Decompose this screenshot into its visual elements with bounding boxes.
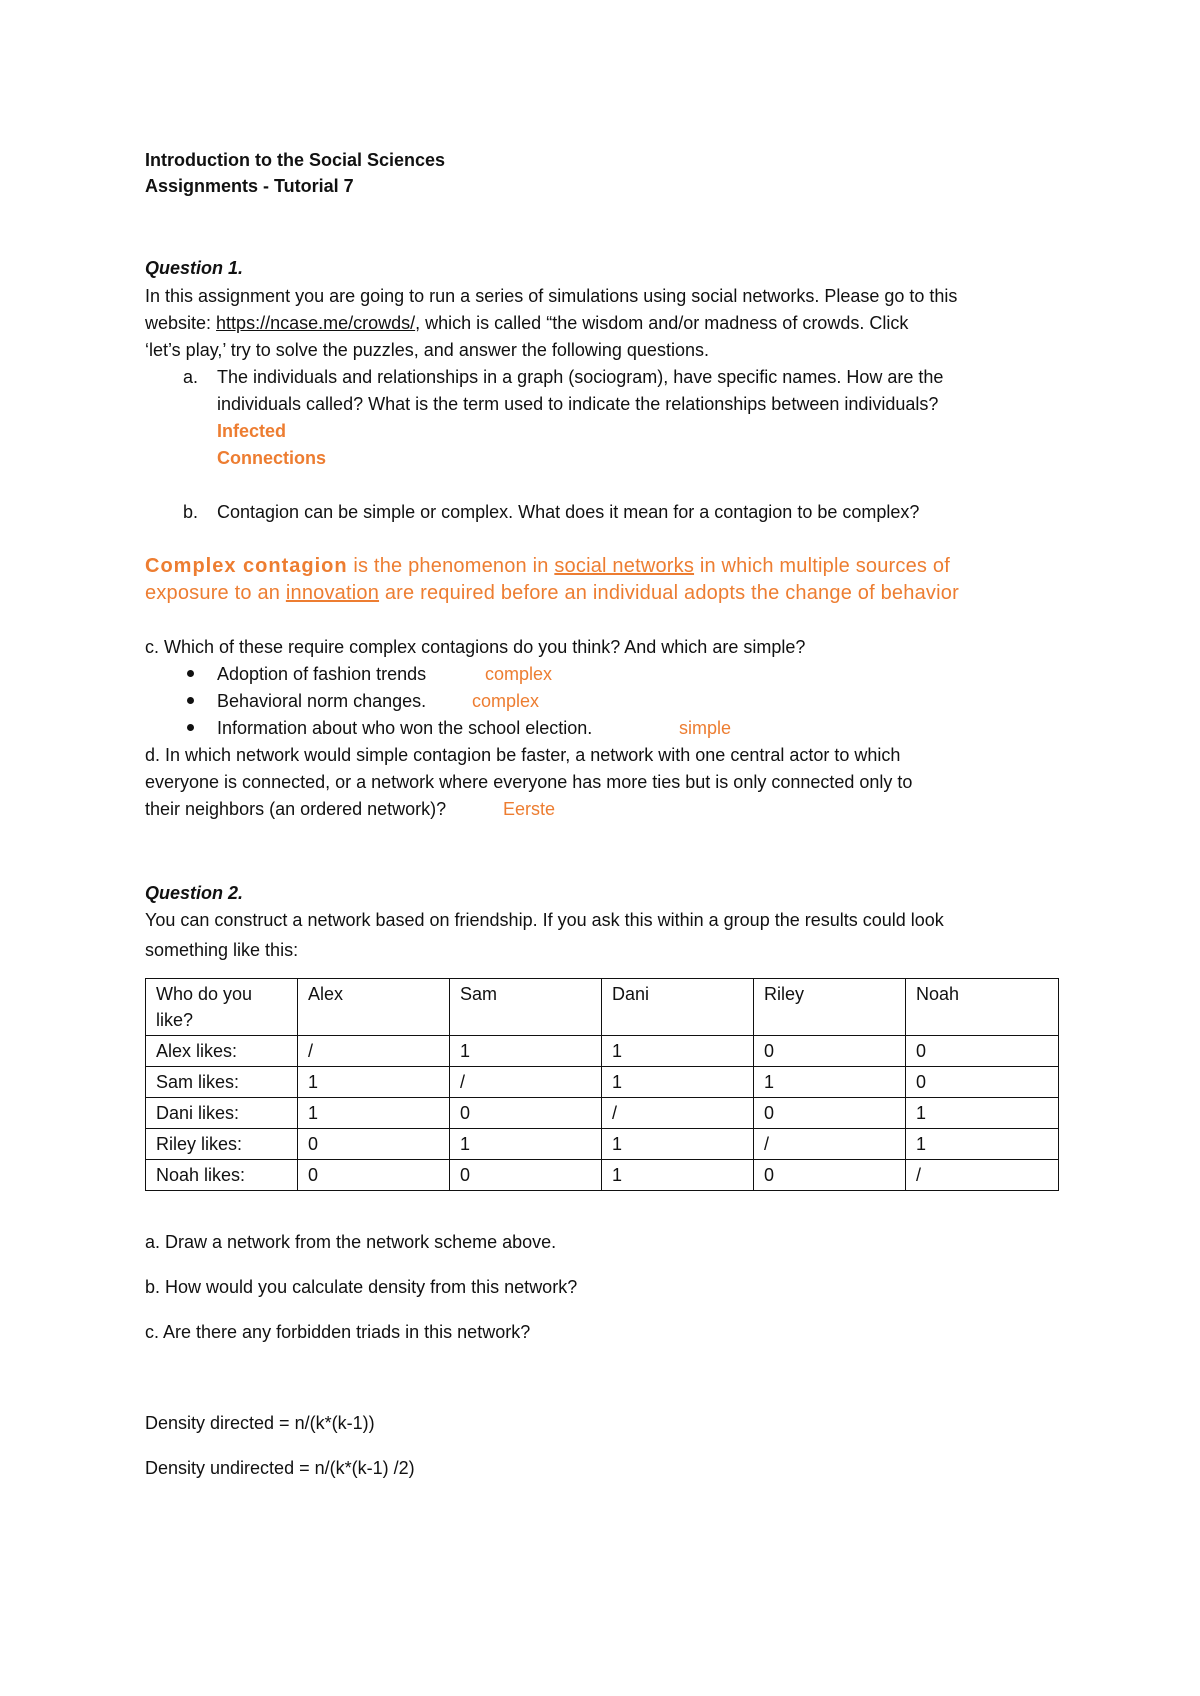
q1b-question: Contagion can be simple or complex. What does it mean for a contagion to be complex? — [217, 502, 920, 522]
q2-intro-line-2: something like this: — [145, 940, 299, 960]
table-cell: 1 — [602, 1160, 754, 1191]
table-cell: Riley likes: — [146, 1129, 298, 1160]
q1-intro-line-1: In this assignment you are going to run a series of simulations using social networks. Please go to this — [145, 286, 958, 306]
table-cell: 0 — [906, 1036, 1059, 1067]
assignment-subtitle: Assignments - Tutorial 7 — [145, 176, 354, 196]
table-cell: 1 — [450, 1129, 602, 1160]
table-cell: 0 — [906, 1067, 1059, 1098]
definition-part-2: in which multiple sources of — [694, 555, 950, 577]
table-cell: Noah likes: — [146, 1160, 298, 1191]
definition-part-3: exposure to an — [145, 582, 286, 604]
q2b-question: b. How would you calculate density from this network? — [145, 1277, 578, 1297]
bullet-dot — [187, 697, 194, 704]
q1-intro-suffix: , which is called “the wisdom and/or madness of crowds. Click — [415, 313, 909, 333]
innovation-link[interactable]: innovation — [285, 582, 380, 604]
table-cell: / — [602, 1098, 754, 1129]
table-cell: 0 — [754, 1160, 906, 1191]
social-networks-link[interactable]: social networks — [554, 555, 695, 577]
q1a-marker: a. — [183, 367, 199, 387]
bullet-item-election: Information about who won the school election. — [217, 718, 593, 738]
complex-contagion-definition-line-1 — [145, 553, 950, 579]
table-cell: 0 — [754, 1036, 906, 1067]
bullet-answer-fashion: complex — [485, 664, 553, 684]
complex-contagion-definition-line-2 — [145, 580, 959, 606]
bullet-dot — [187, 670, 194, 677]
bullet-item-fashion: Adoption of fashion trends — [217, 664, 427, 684]
bullet-dot — [187, 724, 194, 731]
table-cell: 1 — [906, 1129, 1059, 1160]
table-row — [146, 1129, 1059, 1160]
crowds-website-link[interactable]: https://ncase.me/crowds/ — [216, 313, 416, 333]
table-cell: / — [450, 1067, 602, 1098]
bullet-answer-election: simple — [679, 718, 732, 738]
course-title: Introduction to the Social Sciences — [145, 150, 446, 170]
table-cell: 1 — [602, 1067, 754, 1098]
q1a-line-1: The individuals and relationships in a graph (sociogram), have specific names. How are the — [217, 367, 944, 387]
table-cell: 1 — [754, 1067, 906, 1098]
table-cell: / — [298, 1036, 450, 1067]
table-cell: 1 — [298, 1098, 450, 1129]
table-cell: / — [906, 1160, 1059, 1191]
bullet-item-norms: Behavioral norm changes. — [217, 691, 427, 711]
question-1-heading: Question 1. — [145, 258, 244, 278]
q2a-question: a. Draw a network from the network scheme above. — [145, 1232, 557, 1252]
table-header-row — [146, 979, 1059, 1036]
table-cell: 1 — [906, 1098, 1059, 1129]
table-cell: 1 — [450, 1036, 602, 1067]
bullet-answer-norms: complex — [472, 691, 540, 711]
table-header-cell: Who do you like? — [146, 979, 298, 1036]
table-cell: / — [754, 1129, 906, 1160]
q1d-answer: Eerste — [503, 799, 556, 819]
definition-part-4: are required before an individual adopts the change of behavior — [379, 582, 959, 604]
q1a-answer-individuals: Infected — [217, 421, 287, 441]
table-header-cell: Alex — [298, 979, 450, 1036]
density-directed-formula: Density directed = n/(k*(k-1)) — [145, 1413, 375, 1433]
friendship-matrix-table — [145, 978, 1059, 1191]
table-cell: 0 — [450, 1160, 602, 1191]
q1a-answer-relationships: Connections — [217, 448, 327, 468]
table-cell: 1 — [602, 1129, 754, 1160]
table-row — [146, 1098, 1059, 1129]
question-2-heading: Question 2. — [145, 883, 244, 903]
table-header-cell: Noah — [906, 979, 1059, 1036]
table-cell: 0 — [754, 1098, 906, 1129]
definition-part-1: is the phenomenon in — [347, 555, 555, 577]
table-header-cell: Riley — [754, 979, 906, 1036]
table-cell: 0 — [450, 1098, 602, 1129]
table-cell: Sam likes: — [146, 1067, 298, 1098]
q1a-line-2: individuals called? What is the term used to indicate the relationships between individuals? — [217, 394, 939, 414]
table-cell: 1 — [298, 1067, 450, 1098]
density-undirected-formula: Density undirected = n/(k*(k-1) /2) — [145, 1458, 415, 1478]
q1-intro-line-3: ‘let’s play,’ try to solve the puzzles, and answer the following questions. — [145, 340, 709, 360]
definition-term: Complex contagion — [145, 555, 348, 577]
q2-intro-line-1: You can construct a network based on friendship. If you ask this within a group the results could look — [145, 910, 944, 930]
q1c-question: c. Which of these require complex contagions do you think? And which are simple? — [145, 637, 806, 657]
table-header-cell: Sam — [450, 979, 602, 1036]
q1d-line-3: their neighbors (an ordered network)? — [145, 799, 447, 819]
table-row — [146, 1160, 1059, 1191]
q1b-marker: b. — [183, 502, 199, 522]
q1d-line-1: d. In which network would simple contagion be faster, a network with one central actor to which — [145, 745, 901, 765]
table-cell: 0 — [298, 1129, 450, 1160]
q1d-line-2: everyone is connected, or a network where everyone has more ties but is only connected only to — [145, 772, 913, 792]
table-row — [146, 1067, 1059, 1098]
table-row — [146, 1036, 1059, 1067]
table-header-cell: Dani — [602, 979, 754, 1036]
table-cell: 0 — [298, 1160, 450, 1191]
table-cell: Alex likes: — [146, 1036, 298, 1067]
q2c-question: c. Are there any forbidden triads in this network? — [145, 1322, 531, 1342]
q1-intro-line-2 — [145, 310, 908, 336]
q1-intro-prefix: website: — [145, 313, 217, 333]
table-cell: Dani likes: — [146, 1098, 298, 1129]
table-cell: 1 — [602, 1036, 754, 1067]
